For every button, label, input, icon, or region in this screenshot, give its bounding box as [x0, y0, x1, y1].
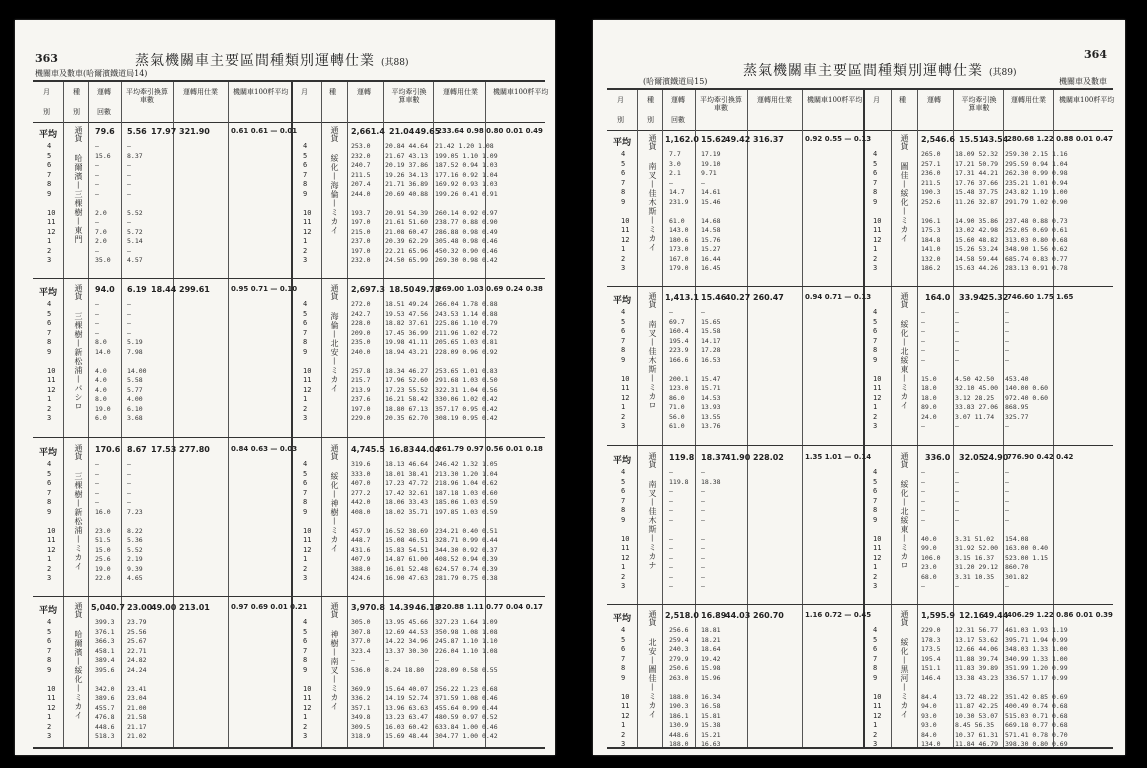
- hdr-ops-work-r: 運轉用仕業: [443, 88, 478, 96]
- hdr-avg-rate: 平均牽引換算車數: [126, 88, 168, 104]
- avg-rate-r: 14.39: [389, 603, 415, 612]
- avg-rate: 8.67: [127, 445, 147, 454]
- data-col-work-r: 259.30 2.15 1.16 295.59 0.94 1.04 262.30 0.99 0.98 235.21 1.01 0.94 243.82 1.19 1.00 291.79 1.02 0.90 237.48 0.88 0.73 252.05 0.69 0.61 313.03 0.80 0.68 348.90 1.56 0.62 685.74 0.83 0.77 283.13 0.91 0.78: [1005, 150, 1068, 272]
- data-col-ops-r: 253.0 232.0 240.7 211.5 207.4 244.0 193.7 197.0 215.0 237.0 197.0 232.0: [351, 142, 371, 264]
- kind-label-r: 通貨: [900, 292, 909, 308]
- kind-label-r: 通貨: [330, 444, 339, 460]
- route-label: 哈爾濱—綏化—ミカイ: [74, 630, 83, 720]
- right-header-note-left: (哈爾濱鐵道局15): [643, 77, 708, 86]
- route-label: 三棵樹—新松浦—ミカイ: [74, 472, 83, 571]
- kind-label-r: 通貨: [900, 610, 909, 626]
- avg-rate: 23.00: [127, 603, 153, 612]
- kind-label: 通貨: [74, 284, 83, 300]
- hdr-kind-r: 種: [899, 96, 906, 104]
- data-col-ops-r: — — — — — — 15.0 18.0 18.0 89.0 24.0 —: [921, 308, 937, 430]
- data-col-ops: — 69.7 160.4 195.4 223.9 166.6 200.1 123.0 86.0 71.0 56.0 61.0: [669, 308, 689, 430]
- left-page: [15, 20, 555, 755]
- hdr-operation: 運轉: [671, 96, 685, 104]
- month-labels-r: 4 5 6 7 8 9 10 11 12 1 2 3: [873, 468, 882, 590]
- avg-label: 平均: [39, 448, 58, 458]
- avg-value-r: 24.90: [983, 453, 1009, 462]
- route-label: 南叉—佳木斯—ミカロ: [648, 320, 657, 410]
- avg-per100-r: 776.90 0.42 0.42: [1007, 453, 1074, 461]
- avg-value-r: 49.65: [415, 127, 441, 136]
- hdr-kind-r: 種: [329, 88, 336, 96]
- data-col-ops: 256.6 259.4 240.3 279.9 250.6 263.0 188.0 190.3 186.1 130.9 448.6 188.0: [669, 626, 689, 748]
- data-col-rate: 18.81 18.21 18.64 19.42 15.98 15.96 16.34 16.58 15.81 15.38 15.21 16.63: [701, 626, 721, 748]
- left-block: [33, 442, 545, 592]
- hdr-per100: 機關車100粁平均: [233, 88, 289, 96]
- avg-value: 18.44: [151, 285, 177, 294]
- left-table-header: [33, 82, 549, 123]
- left-title-note: (其88): [381, 58, 409, 68]
- kind-label-r: 通貨: [330, 602, 339, 618]
- right-table: [607, 88, 1113, 749]
- kind-label-r: 通貨: [330, 284, 339, 300]
- right-block: [607, 132, 1113, 282]
- route-label: 三棵樹—新松浦—パシロ: [74, 312, 83, 411]
- avg-operations: 119.8: [669, 453, 695, 462]
- data-col-rate-r: 18.13 46.64 18.01 38.41 17.23 47.72 17.42 32.61 18.06 33.43 18.02 35.71 16.52 38.69 15.08 46.51 15.83 54.51 14.87 61.00 16.01 52.48 16.90 47.63: [385, 460, 429, 582]
- left-block: [33, 124, 545, 274]
- hdr-count: 回數: [97, 108, 111, 116]
- hdr-kind-sub: 別: [73, 108, 80, 116]
- data-col-work-r: 246.42 1.32 1.05 213.30 1.20 1.04 218.96 1.04 0.62 187.18 1.03 0.60 185.06 1.03 0.59 197.85 1.03 0.59 234.21 0.40 0.51 328.71 0.99 0.44 344.30 0.92 0.37 408.52 0.94 0.39 624.57 0.74 0.39 281.79 0.75 0.38: [435, 460, 498, 582]
- avg-value: 49.00: [151, 603, 177, 612]
- hdr-avg-rate: 平均牽引換算車數: [700, 96, 742, 112]
- data-col-work-r: 21.42 1.20 1.08 199.05 1.10 1.09 187.52 0.94 1.03 177.16 0.92 1.04 169.92 0.93 1.03 199.26 0.41 0.91 260.14 0.92 0.97 238.77 0.88 0.90 286.88 0.98 0.49 305.48 0.98 0.46 450.32 0.90 0.46 269.30 0.98 0.42: [435, 142, 498, 264]
- data-col-ops: 399.3 376.1 366.3 458.1 389.4 395.6 342.0 389.6 455.7 476.8 448.6 518.3: [95, 618, 115, 740]
- avg-operations-r: 2,697.3: [351, 285, 385, 294]
- avg-value: 44.03: [725, 611, 751, 620]
- avg-label: 平均: [613, 138, 632, 148]
- avg-per100-r: 320.88 1.11 0.77 0.04 0.17: [437, 603, 543, 611]
- month-labels: 4 5 6 7 8 9 10 11 12 1 2 3: [47, 300, 56, 422]
- kind-label-r: 通貨: [900, 134, 909, 150]
- right-title-note: (其89): [989, 68, 1017, 78]
- right-title-text: 蒸氣機關車主要區間種類別運轉仕業: [743, 63, 983, 79]
- hdr-kind-sub: 別: [647, 116, 654, 124]
- right-page-title: [743, 60, 1016, 80]
- avg-rate-r: 18.50: [389, 285, 415, 294]
- hdr-ops-work-r: 運轉用仕業: [1011, 96, 1046, 104]
- avg-operations-r: 4,745.5: [351, 445, 385, 454]
- data-col-ops: — 15.6 — — — — 2.0 — 7.0 2.0 — 35.0: [95, 142, 111, 264]
- data-col-rate: — 18.38 — — — — — — — — — —: [701, 468, 721, 590]
- avg-ops-work: 213.01: [179, 603, 210, 612]
- kind-label-r: 通貨: [330, 126, 339, 142]
- kind-label: 通貨: [648, 134, 657, 150]
- avg-per100-r: 406.29 1.22 0.86 0.01 0.39: [1007, 611, 1113, 619]
- hdr-avg-rate-r: 平均牽引換算車數: [391, 88, 427, 104]
- data-col-ops: 7.7 3.0 2.1 — 14.7 231.9 61.0 143.0 180.6 173.0 167.0 179.0: [669, 150, 689, 272]
- avg-ops-work: 228.02: [753, 453, 784, 462]
- route-label-r: 綏化—北綏東—ミカロ: [900, 480, 909, 570]
- right-page: [593, 20, 1125, 755]
- hdr-kind: 種: [647, 96, 654, 104]
- kind-label: 通貨: [648, 610, 657, 626]
- block-separator: [607, 445, 1113, 446]
- month-labels-r: 4 5 6 7 8 9 10 11 12 1 2 3: [873, 626, 882, 748]
- avg-operations: 79.6: [95, 127, 115, 136]
- block-separator: [33, 437, 545, 438]
- month-labels: 4 5 6 7 8 9 10 11 12 1 2 3: [621, 150, 630, 272]
- avg-ops-work: 260.47: [753, 293, 784, 302]
- month-labels-r: 4 5 6 7 8 9 10 11 12 1 2 3: [303, 460, 312, 582]
- left-header-note: 機關車及數車(哈爾濱鐵道局14): [35, 69, 148, 78]
- avg-operations: 94.0: [95, 285, 115, 294]
- data-col-rate-r: 12.31 56.77 13.17 53.62 12.66 44.06 11.88 39.74 11.83 39.89 13.38 43.23 13.72 48.22 11.87 42.25 10.30 53.07 8.45 56.35 10.37 61.31 11.84 46.79: [955, 626, 999, 748]
- avg-per100: 0.92 0.55 — 0.13: [805, 135, 872, 143]
- avg-ops-work: 316.37: [753, 135, 784, 144]
- avg-per100-r: 746.60 1.75 1.65: [1007, 293, 1074, 301]
- left-title-text: 蒸氣機關車主要區間種類別運轉仕業: [135, 53, 375, 69]
- avg-operations: 1,413.1: [665, 293, 699, 302]
- month-labels-r: 4 5 6 7 8 9 10 11 12 1 2 3: [873, 308, 882, 430]
- route-label: 北安—圖佳—ミカイ: [648, 638, 657, 719]
- avg-operations: 2,518.0: [665, 611, 699, 620]
- data-col-rate: — — — — — 7.23 8.22 5.36 5.52 2.19 9.39 4.65: [127, 460, 143, 582]
- right-block: [607, 608, 1113, 748]
- hdr-kind: 種: [73, 88, 80, 96]
- avg-label: 平均: [39, 606, 58, 616]
- hdr-month-sub: 別: [617, 116, 624, 124]
- data-col-ops-r: 265.0 257.1 236.0 211.5 190.3 252.6 196.1 175.3 184.8 141.0 132.0 186.2: [921, 150, 941, 272]
- avg-label: 平均: [39, 288, 58, 298]
- avg-operations-r: 2,546.6: [921, 135, 955, 144]
- avg-rate: 5.56: [127, 127, 147, 136]
- block-separator: [607, 286, 1113, 287]
- left-table: [33, 80, 549, 749]
- route-label-r: 綏化—北綏東—ミカイ: [900, 320, 909, 410]
- data-col-rate: 17.19 19.10 9.71 — 14.61 15.46 14.68 14.58 15.76 15.27 16.44 16.45: [701, 150, 721, 272]
- route-label: 哈爾濱—三棵樹—東門: [74, 154, 83, 244]
- avg-label: 平均: [39, 130, 58, 140]
- hdr-count: 回數: [671, 116, 685, 124]
- route-label: 南叉—佳木斯—ミカナ: [648, 480, 657, 570]
- avg-value-r: 25.32: [983, 293, 1009, 302]
- hdr-ops-work: 運轉用仕業: [183, 88, 218, 96]
- avg-value: 49.42: [725, 135, 751, 144]
- avg-value-r: 43.54: [983, 135, 1009, 144]
- data-col-work-r: 327.23 1.64 1.09 350.98 1.08 1.08 245.87 1.10 1.10 226.04 1.10 1.08 — 228.09 0.58 0.55 256.22 1.23 0.68 371.59 1.08 0.46 455.64 0.99 0.44 480.59 0.97 0.52 633.84 1.00 0.46 304.77 1.00 0.42: [435, 618, 498, 740]
- hdr-per100-r: 機關車100粁平均: [1059, 96, 1115, 104]
- data-col-rate: — 15.65 15.58 14.17 17.28 16.53 15.47 15.71 14.53 13.93 13.55 13.76: [701, 308, 721, 430]
- avg-operations: 170.6: [95, 445, 121, 454]
- avg-per100-r: 280.68 1.22 0.88 0.01 0.47: [1007, 135, 1113, 143]
- avg-rate: 15.46: [701, 293, 727, 302]
- block-separator: [33, 596, 545, 597]
- avg-value-r: 46.18: [415, 603, 441, 612]
- hdr-month: 月: [43, 88, 50, 96]
- hdr-per100-r: 機關車100粁平均: [493, 88, 549, 96]
- hdr-month: 月: [617, 96, 624, 104]
- kind-label: 通貨: [648, 292, 657, 308]
- avg-rate: 16.89: [701, 611, 727, 620]
- route-label: 南叉—佳木斯—ミカイ: [648, 162, 657, 252]
- avg-per100: 1.35 1.01 — 0.14: [805, 453, 872, 461]
- data-col-ops: — — — — — 16.0 23.0 51.5 15.0 25.6 19.0 22.0: [95, 460, 111, 582]
- avg-rate-r: 32.05: [959, 453, 985, 462]
- data-col-ops: — 119.8 — — — — — — — — — —: [669, 468, 689, 590]
- avg-label: 平均: [613, 456, 632, 466]
- avg-operations-r: 3,970.8: [351, 603, 385, 612]
- avg-value: 17.97: [151, 127, 177, 136]
- hdr-operation-r: 運轉: [357, 88, 371, 96]
- data-col-work-r: — — — — — — 154.08 163.00 0.40 523.00 1.15 860.70 301.82 —: [1005, 468, 1049, 590]
- month-labels-r: 4 5 6 7 8 9 10 11 12 1 2 3: [303, 142, 312, 264]
- avg-rate-r: 16.83: [389, 445, 415, 454]
- data-col-rate: — — — — 5.19 7.98 14.00 5.58 5.77 4.00 6.10 3.68: [127, 300, 147, 422]
- left-block: [33, 600, 545, 745]
- avg-rate-r: 12.16: [959, 611, 985, 620]
- data-col-rate-r: — — — — — — 3.31 51.02 31.92 52.00 3.15 16.37 31.20 29.12 3.31 10.35 —: [955, 468, 999, 590]
- route-label-r: 綏化—神樹—ミカイ: [330, 472, 339, 553]
- avg-value: 40.27: [725, 293, 751, 302]
- route-label-r: 海倫—北安—ミカイ: [330, 312, 339, 393]
- avg-per100-r: 269.00 1.03 0.69 0.24 0.38: [437, 285, 543, 293]
- right-table-header: [607, 90, 1113, 131]
- block-separator: [33, 278, 545, 279]
- avg-value: 17.53: [151, 445, 177, 454]
- hdr-avg-rate-r: 平均牽引換算車數: [961, 96, 997, 112]
- route-label-r: 綏化—海倫—ミカイ: [330, 154, 339, 235]
- month-labels: 4 5 6 7 8 9 10 11 12 1 2 3: [47, 142, 56, 264]
- avg-value: 41.90: [725, 453, 751, 462]
- kind-label: 通貨: [648, 452, 657, 468]
- data-col-work-r: 266.04 1.78 0.88 243.53 1.14 0.88 225.86 1.10 0.79 211.96 1.02 0.72 205.65 1.03 0.81 228.09 0.96 0.92 253.65 1.01 0.83 291.68 1.03 0.50 322.31 1.04 0.56 330.06 1.02 0.42 357.17 0.95 0.42 308.19 0.95 0.42: [435, 300, 498, 422]
- right-page-number: 364: [1084, 48, 1107, 61]
- route-label-r: 圖佳—綏化—ミカイ: [900, 162, 909, 243]
- kind-label-r: 通貨: [900, 452, 909, 468]
- avg-operations-r: 164.0: [925, 293, 951, 302]
- avg-rate: 18.37: [701, 453, 727, 462]
- left-page-title: [135, 50, 408, 70]
- avg-per100: 0.94 0.71 — 0.13: [805, 293, 872, 301]
- avg-label: 平均: [613, 614, 632, 624]
- right-block: [607, 290, 1113, 440]
- avg-per100-r: 261.79 0.97 0.56 0.01 0.18: [437, 445, 543, 453]
- hdr-operation-r: 運轉: [927, 96, 941, 104]
- avg-rate-r: 15.51: [959, 135, 985, 144]
- route-label-r: 綏化—黒河—ミカイ: [900, 638, 909, 719]
- data-col-rate: 23.79 25.56 25.67 22.71 24.82 24.24 23.41 23.04 21.00 21.58 21.17 21.02: [127, 618, 147, 740]
- avg-ops-work: 260.70: [753, 611, 784, 620]
- kind-label: 通貨: [74, 602, 83, 618]
- avg-value-r: 49.78: [415, 285, 441, 294]
- hdr-operation: 運轉: [97, 88, 111, 96]
- avg-label: 平均: [613, 296, 632, 306]
- kind-label: 通貨: [74, 126, 83, 142]
- avg-ops-work: 277.80: [179, 445, 210, 454]
- avg-per100: 1.16 0.72 — 0.45: [805, 611, 872, 619]
- avg-operations-r: 1,595.9: [921, 611, 955, 620]
- hdr-per100: 機關車100粁平均: [807, 96, 863, 104]
- avg-ops-work: 299.61: [179, 285, 210, 294]
- data-col-rate-r: 20.84 44.64 21.67 43.13 20.19 37.86 19.26 34.13 21.71 36.89 20.69 40.88 20.91 54.39 21.61 51.60 21.08 60.47 20.39 62.29 22.21 65.96 24.50 65.99: [385, 142, 429, 264]
- avg-per100: 0.84 0.63 — 0.03: [231, 445, 298, 453]
- avg-per100: 0.61 0.61 — 0.01: [231, 127, 298, 135]
- data-col-ops-r: 272.0 242.7 228.0 209.0 235.0 240.0 257.8 215.7 213.9 237.6 197.0 229.0: [351, 300, 371, 422]
- avg-rate: 15.62: [701, 135, 727, 144]
- hdr-month-r: 月: [873, 96, 880, 104]
- avg-operations-r: 336.0: [925, 453, 951, 462]
- data-col-rate: — 8.37 — — — — 5.52 — 5.72 5.14 — 4.57: [127, 142, 143, 264]
- month-labels-r: 4 5 6 7 8 9 10 11 12 1 2 3: [303, 300, 312, 422]
- block-separator: [607, 604, 1113, 605]
- right-header-note-right: 機關車及數車: [1059, 77, 1107, 86]
- avg-operations-r: 2,661.4: [351, 127, 385, 136]
- month-labels: 4 5 6 7 8 9 10 11 12 1 2 3: [621, 308, 630, 430]
- data-col-ops-r: 305.0 307.8 377.0 323.4 — 536.0 369.9 336.2 357.1 349.8 309.5 318.9: [351, 618, 371, 740]
- left-page-number: 363: [35, 52, 58, 65]
- route-label-r: 神樹—南叉—ミカイ: [330, 630, 339, 711]
- avg-rate-r: 33.94: [959, 293, 985, 302]
- data-col-ops-r: — — — — — — 40.0 99.0 106.0 23.0 68.0 —: [921, 468, 941, 590]
- avg-rate-r: 21.04: [389, 127, 415, 136]
- avg-ops-work: 321.90: [179, 127, 210, 136]
- data-col-rate-r: — — — — — — 4.50 42.50 32.10 45.00 3.12 28.25 33.83 27.06 3.07 11.74 —: [955, 308, 999, 430]
- data-col-ops: — — — — 8.0 14.0 4.0 4.0 4.0 8.0 19.0 6.0: [95, 300, 111, 422]
- month-labels: 4 5 6 7 8 9 10 11 12 1 2 3: [621, 626, 630, 748]
- hdr-month-sub: 別: [43, 108, 50, 116]
- avg-operations: 5,040.7: [91, 603, 125, 612]
- data-col-ops-r: 319.6 333.0 407.0 277.2 442.0 408.0 457.9 448.7 431.6 407.9 388.0 424.6: [351, 460, 371, 582]
- data-col-rate-r: 13.95 45.66 12.69 44.53 14.22 34.96 13.37 30.30 — 8.24 18.80 15.64 40.07 14.19 52.74 13.96 63.63 13.23 63.47 16.03 60.42 15.69 48.44: [385, 618, 429, 740]
- data-col-rate-r: 18.51 49.24 19.53 47.56 18.82 37.61 17.45 36.99 19.98 41.11 18.94 43.21 18.34 46.27 17.96 52.60 17.23 55.52 16.21 58.42 18.80 67.13 20.35 62.70: [385, 300, 429, 422]
- kind-label: 通貨: [74, 444, 83, 460]
- left-block: [33, 282, 545, 432]
- avg-value-r: 49.44: [983, 611, 1009, 620]
- data-col-rate-r: 18.09 52.32 17.21 50.79 17.31 44.21 17.76 37.66 15.48 37.75 11.26 32.87 14.90 35.86 13.02 42.98 15.60 48.82 15.26 53.24 14.58 59.44 15.63 44.26: [955, 150, 999, 272]
- hdr-ops-work: 運轉用仕業: [757, 96, 792, 104]
- month-labels-r: 4 5 6 7 8 9 10 11 12 1 2 3: [873, 150, 882, 272]
- hdr-month-r: 月: [301, 88, 308, 96]
- data-col-work-r: — — — — — — 453.40 140.00 0.60 972.40 0.60 868.95 325.77 —: [1005, 308, 1049, 430]
- data-col-work-r: 461.03 1.93 1.19 395.71 1.94 0.99 348.03 1.33 1.00 340.99 1.33 1.00 351.99 1.20 0.99 336.57 1.17 0.99 351.42 0.85 0.69 400.49 0.74 0.68 515.03 0.71 0.68 669.18 0.77 0.68 571.41 0.78 0.70 398.30 0.80 0.69: [1005, 626, 1068, 748]
- avg-per100: 0.95 0.71 — 0.10: [231, 285, 298, 293]
- data-col-ops-r: 229.0 178.3 173.5 195.4 151.1 146.4 84.4 94.0 93.0 93.0 84.0 134.0: [921, 626, 941, 748]
- right-block: [607, 450, 1113, 600]
- month-labels: 4 5 6 7 8 9 10 11 12 1 2 3: [47, 618, 56, 740]
- avg-operations: 1,162.0: [665, 135, 699, 144]
- month-labels: 4 5 6 7 8 9 10 11 12 1 2 3: [621, 468, 630, 590]
- avg-per100: 0.97 0.69 0.01 0.21: [231, 603, 308, 611]
- month-labels-r: 4 5 6 7 8 9 10 11 12 1 2 3: [303, 618, 312, 740]
- avg-per100-r: 233.64 0.98 0.80 0.01 0.49: [437, 127, 543, 135]
- month-labels: 4 5 6 7 8 9 10 11 12 1 2 3: [47, 460, 56, 582]
- avg-rate: 6.19: [127, 285, 147, 294]
- avg-value-r: 44.04: [415, 445, 441, 454]
